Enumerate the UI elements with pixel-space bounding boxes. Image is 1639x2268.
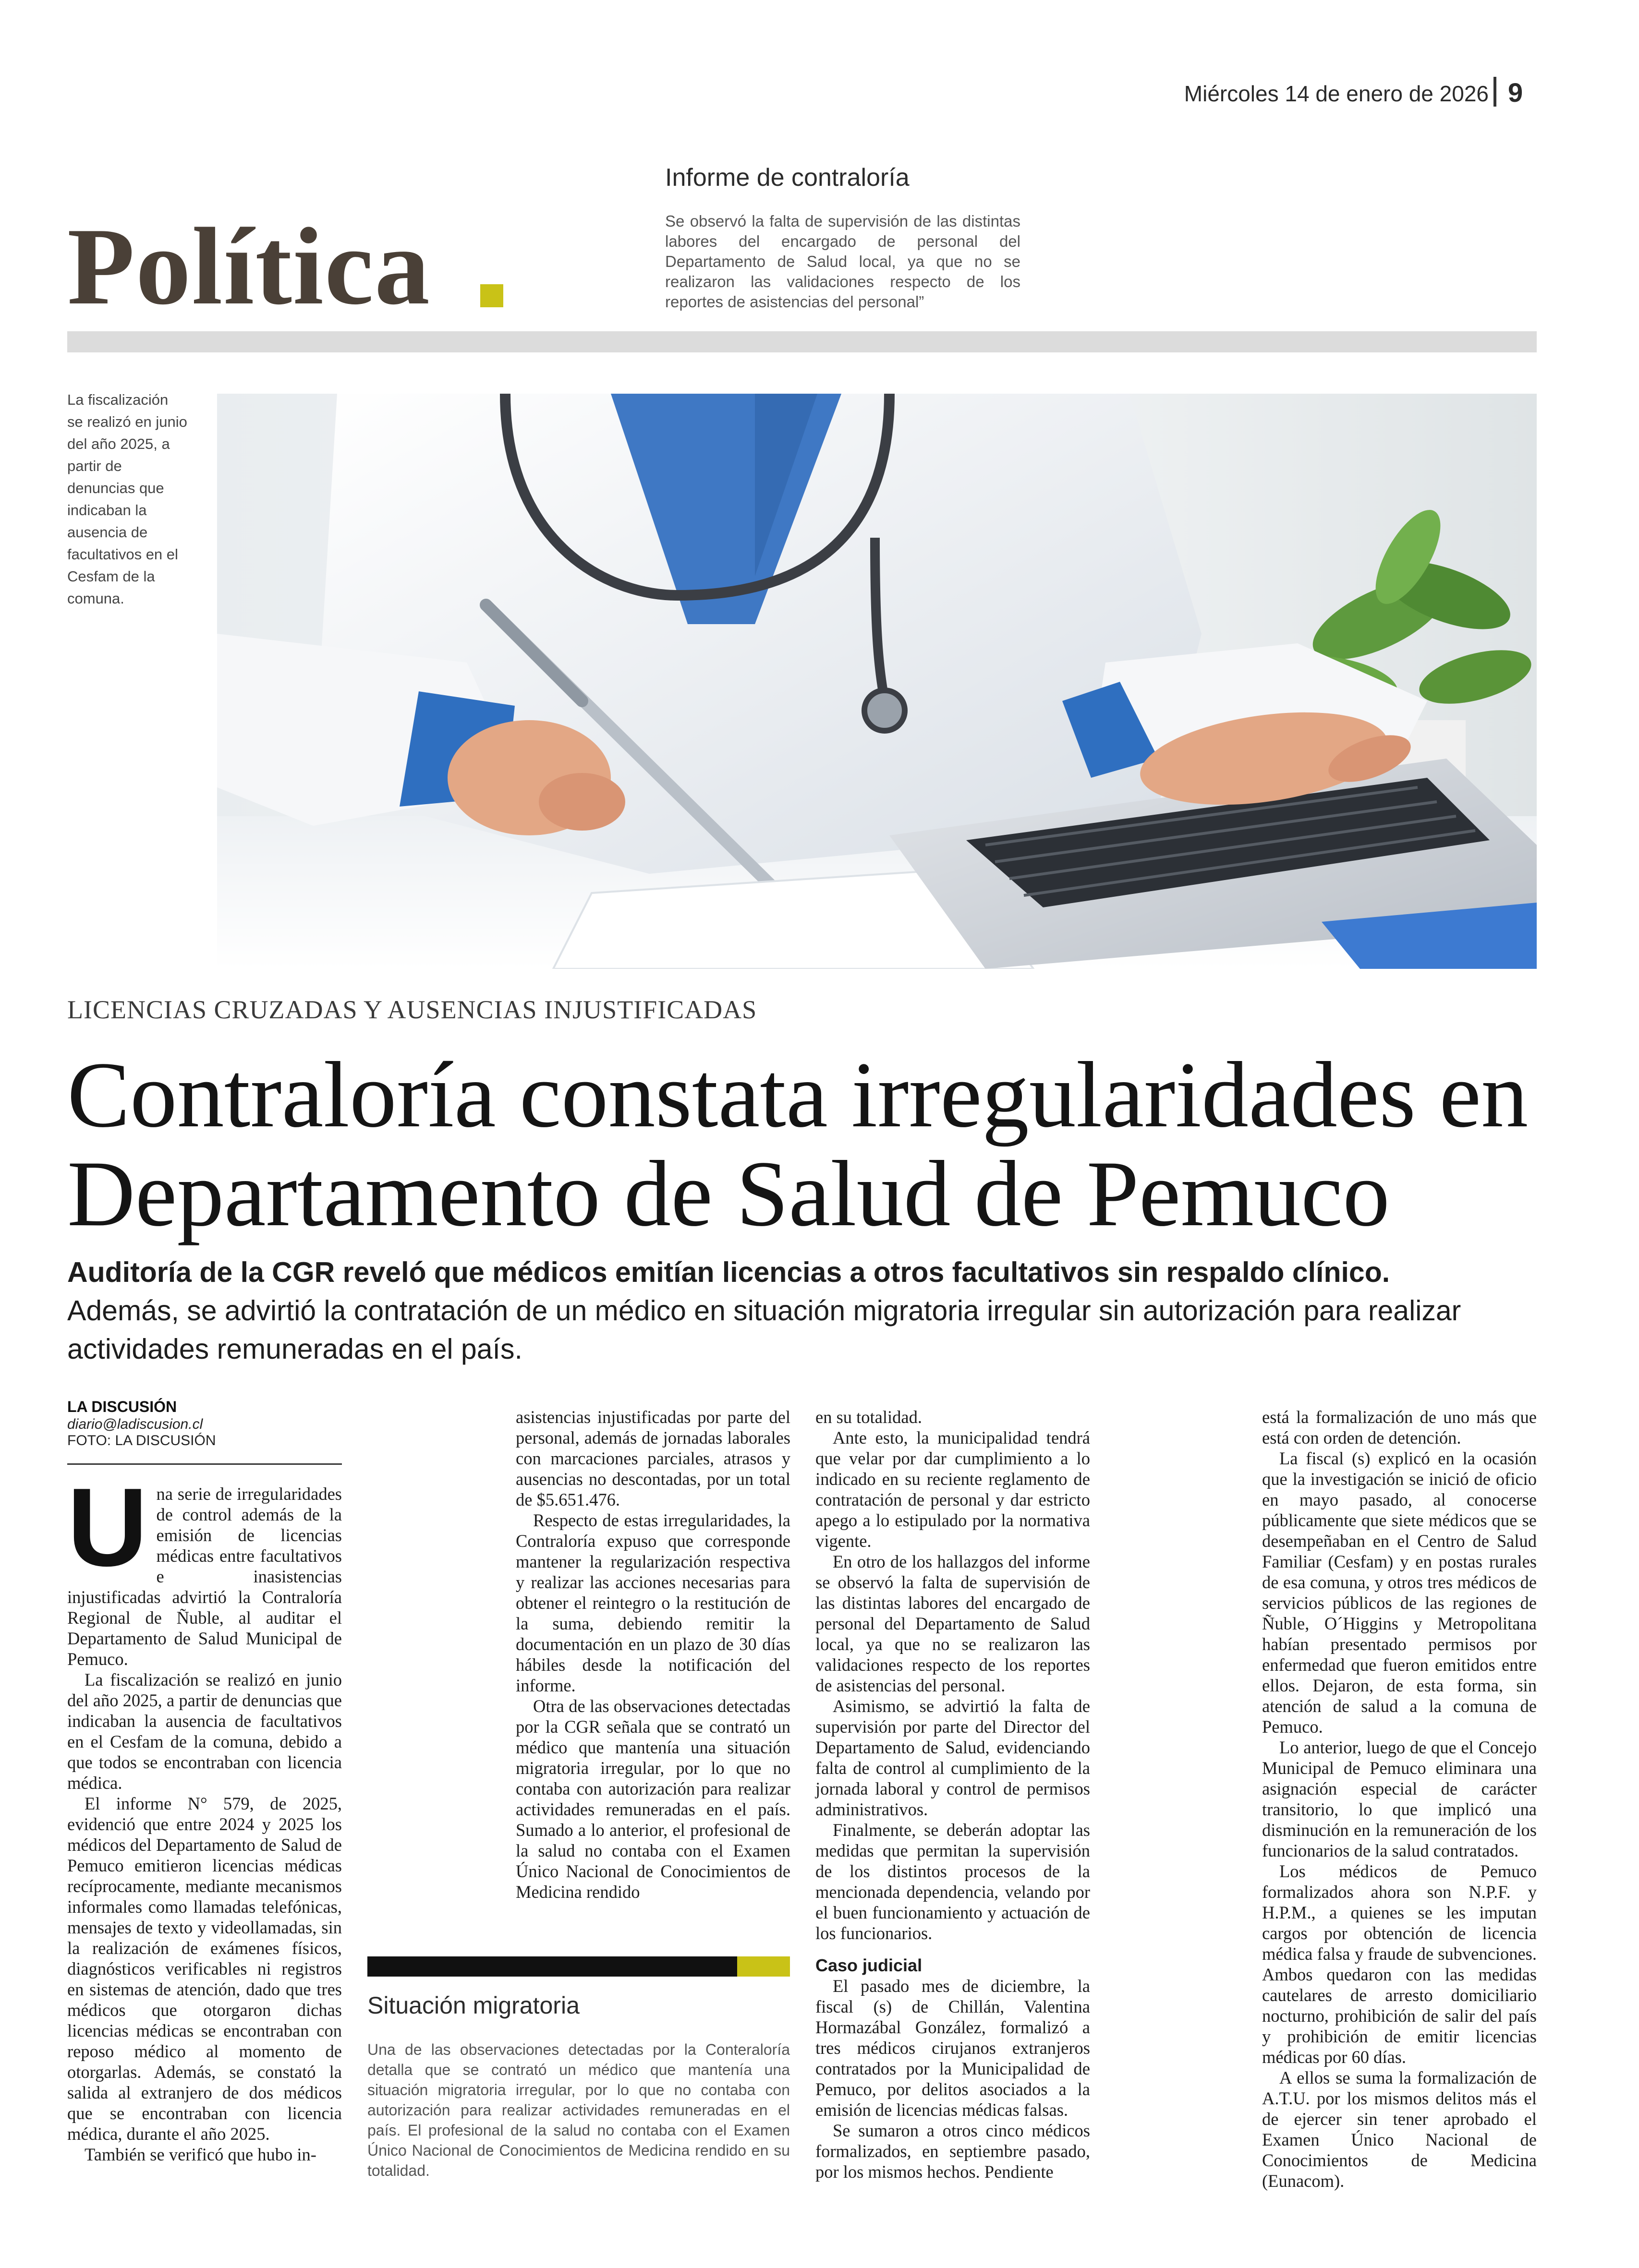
subheading-caso-judicial: Caso judicial (815, 1955, 923, 1975)
section-band (67, 331, 1537, 352)
photo-credit: FOTO: LA DISCUSIÓN (67, 1433, 216, 1448)
lead-rest: Además, se advirtió la contratación de un médico en situación migratoria irregular sin autorización para realizar actividades remuneradas en el país. (67, 1295, 1461, 1365)
paragraph: Finalmente, se deberán adoptar las medidas que permitan la supervisión de los distintos procesos de la mencionada dependencia, velando por el buen funcionamiento y actuación de los funcionarios. (815, 1820, 1090, 1943)
paragraph: Otra de las observaciones detectadas por la CGR señala que se contrató un médico que mantenía una situación migratoria irregular, por lo que no contaba con autorización para realizar actividades remuneradas en el país. Sumado a lo anterior, el profesional de la salud no contaba con el Examen Único Nacional de Conocimientos de Medicina rendido (516, 1696, 790, 1902)
paragraph: Una serie de irregularidades de control además de la emisión de licencias médicas entre facultativos e inasistencias injustificadas advirtió la Contraloría Regional de Ñuble, al auditar el Departamento de Salud Municipal de Pemuco. (67, 1465, 342, 1669)
paragraph: En otro de los hallazgos del informe se observó la falta de supervisión de las distintas labores del encargado de personal del Departamento de Salud local, ya que no se realizaron las validaciones respecto de los reportes de asistencias del personal. (815, 1552, 1090, 1695)
byline-email: diario@ladiscusion.cl (67, 1416, 203, 1432)
paragraph: en su totalidad. (815, 1407, 922, 1427)
paragraph: Se sumaron a otros cinco médicos formalizados, en septiembre pasado, por los mismos hechos. Pendiente (815, 2121, 1090, 2182)
paragraph: Asimismo, se advirtió la falta de supervisión por parte del Director del Departamento de Salud, evidenciando falta de control al cumplimiento de la jornada laboral y control de permisos administrativos. (815, 1696, 1090, 1819)
issue-date: Miércoles 14 de enero de 2026 (1184, 81, 1489, 106)
box-title: Situación migratoria (367, 1992, 580, 2019)
pull-quote-text: Se observó la falta de supervisión de las distintas labores del encargado de personal del Departamento de Salud local, ya que no se realizaron las validaciones respecto de los reportes de asistencias del personal” (665, 212, 1020, 311)
paragraph: Lo anterior, luego de que el Concejo Municipal de Pemuco eliminara una asignación especial de carácter transitorio, lo que implicó una disminución en la remuneración de los funcionarios de la salud contratados. (1262, 1737, 1537, 1860)
article-column-3 (815, 1407, 1090, 2182)
paragraph: La fiscalización se realizó en junio del año 2025, a partir de denuncias que indicaban la ausencia de facultativos en el Cesfam de la comuna, debido a que todos se encontraban con licencia médica. (67, 1670, 342, 1793)
paragraph: Los médicos de Pemuco formalizados ahora son N.P.F. y H.P.M., a quienes se les imputan cargos por obtención de licencia médica falsa y fraude de subvenciones. Ambos quedaron con las medidas cautelares de arresto domiciliario nocturno, prohibición de salir del país y prohibición de emitir licencias médicas por 60 días. (1262, 1861, 1537, 2067)
paragraph: El pasado mes de diciembre, la fiscal (s) de Chillán, Valentina Hormazábal González, formalizó a tres médicos cirujanos extranjeros contratados por la Municipalidad de Pemuco, por delitos asociados a la emisión de licencias médicas falsas. (815, 1976, 1090, 2120)
article-lead (67, 1253, 1508, 1368)
section-accent-dot (480, 284, 503, 307)
photo-caption: La fiscalización se realizó en junio del año 2025, a partir de denuncias que indicaban la ausencia de facultativos en el Cesfam de la comuna. (67, 391, 187, 607)
byline-name: LA DISCUSIÓN (67, 1398, 177, 1415)
paragraph: La fiscal (s) explicó en la ocasión que la investigación se inició de oficio en mayo pasado, al conocerse públicamente que siete médicos que se desempeñaban en el Centro de Salud Familiar (Cesfam) y en postas rurales de esa comuna, y otros tres médicos de servicios públicos de las regiones de Ñuble, O´Higgins y Metropolitana habían presentado permisos por enfermedad que fueron emitidos entre ellos. Dejaron, de esta forma, sin atención de salud a la comuna de Pemuco. (1262, 1448, 1537, 1737)
article-column-2 (516, 1407, 790, 1902)
date-divider (1493, 77, 1496, 107)
box-header-accent (737, 1956, 790, 1977)
lead-bold: Auditoría de la CGR reveló que médicos emitían licencias a otros facultativos sin respaldo clínico. (67, 1256, 1390, 1288)
paragraph: También se verificó que hubo in- (85, 2145, 316, 2164)
paragraph: está la formalización de uno más que está con orden de detención. (1262, 1407, 1537, 1448)
paragraph: Ante esto, la municipalidad tendrá que velar por dar cumplimiento a lo indicado en su reciente reglamento de contratación de personal y dar estricto apego a lo estipulado por la normativa vigente. (815, 1428, 1090, 1551)
article-headline: Contraloría constata irregularidades en Departamento de Salud de Pemuco (67, 1043, 1529, 1246)
article-column-4 (1262, 1407, 1537, 2191)
article-kicker: LICENCIAS CRUZADAS Y AUSENCIAS INJUSTIFICADAS (67, 995, 757, 1024)
paragraph: Respecto de estas irregularidades, la Contraloría expuso que corresponde mantener la regularización respectiva y realizar las acciones necesarias para obtener el reintegro o la restitución de la suma, debiendo remitir la documentación en un plazo de 30 días hábiles desde la notificación del informe. (516, 1510, 790, 1695)
drop-cap: U (67, 1465, 148, 1590)
box-header-bar (367, 1956, 737, 1977)
pull-quote-title: Informe de contraloría (665, 164, 910, 192)
page-number: 9 (1508, 77, 1523, 108)
article-column-1 (67, 1465, 342, 2165)
paragraph: asistencias injustificadas por parte del personal, además de jornadas laborales con marcaciones parciales, atrasos y ausencias no descontadas, por un total de $5.651.476. (516, 1407, 790, 1509)
paragraph: El informe N° 579, de 2025, evidenció que entre 2024 y 2025 los médicos del Departamento de Salud de Pemuco emitieron licencias médicas recíprocamente, mediante mecanismos informales como llamadas telefónicas, mensajes de texto y videollamadas, sin la realización de exámenes físicos, diagnósticos verificables ni registros en sistemas de atención, dado que tres médicos que otorgaron dichas licencias médicas se encontraban con reposo médico al momento de otorgarlas. Además, se constató la salida al extranjero de dos médicos que se encontraban con licencia médica, durante el año 2025. (67, 1794, 342, 2144)
paragraph: A ellos se suma la formalización de A.T.U. por los mismos delitos más el de ejercer sin tener aprobado el Examen Único Nacional de Conocimientos de Medicina (Eunacom). (1262, 2068, 1537, 2191)
section-title: Política (67, 205, 431, 327)
byline-divider (67, 1463, 342, 1465)
doctor-laptop-photo (217, 394, 1537, 969)
box-text: Una de las observaciones detectadas por la Conteraloría detalla que se contrató un médico que mantenía una situación migratoria irregular, por lo que no contaba con autorización para realizar actividades remuneradas en el país. El profesional de la salud no contaba con el Examen Único Nacional de Conocimientos de Medicina rendido en su totalidad. (367, 2041, 790, 2179)
